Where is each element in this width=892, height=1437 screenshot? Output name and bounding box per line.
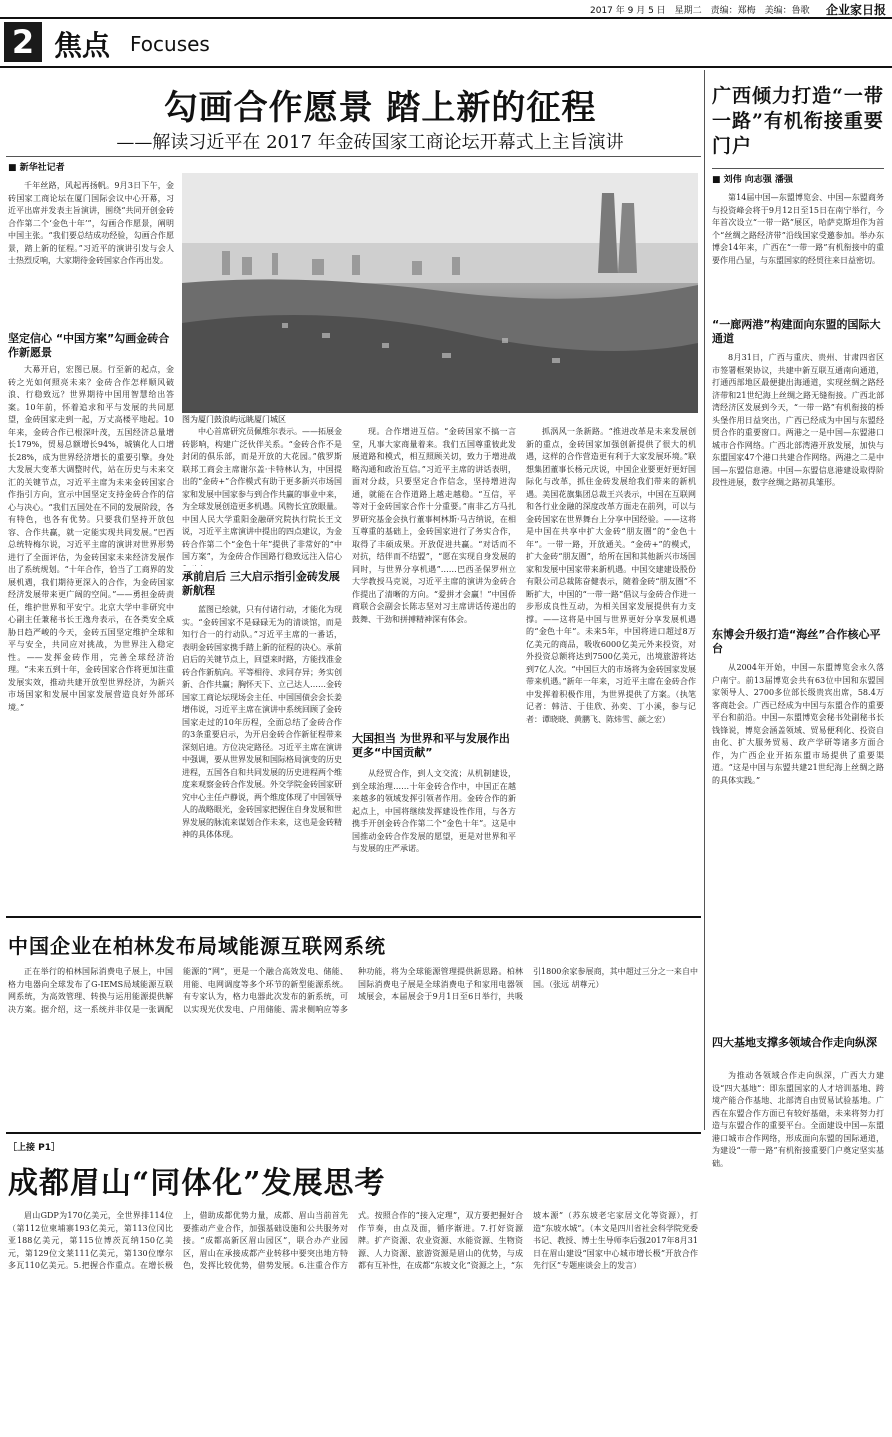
main-byline: ■ 新华社记者 xyxy=(8,163,65,173)
sidebar-byline: ■ 刘伟 向志强 潘强 xyxy=(712,175,793,185)
sidebar-subhead-1: “一廊两港”构建面向东盟的国际大通道 xyxy=(712,318,881,345)
header-rule xyxy=(0,17,892,19)
sidebar-divider xyxy=(704,70,705,1130)
col4-body-text: 抓涡风一条新路。“推进改革是未来发展创新的重点，金砖国家加强创新提供了很大的机遇，这样的合作营造更有利于大家发展环境。”联想集团董事长杨元庆说，中国企业要更好更好国际化与改革，抓住金砖发展给我们带来的新机遇。美国花旗集团总裁王兴表示，中国在互联网和各行业金融的深度改革方面走在前列，可以与金砖国家在世界舞台上分享中国经验。——这将是中国在共享中扩大金砖“朋友圈”的“金色十年”。一带一路，开放通关。“金砖+”的模式，扩大金砖“朋友圈”，给所在国和其他新兴市场国家和发展中国家带来新机遇。中国交建建设股份有限公司总裁陈奋健表示，随着金砖“朋友圈”不断扩大，中国的“一带一路”倡议与金砖合作进一步形成良性互动，为相关国家发展提供有力支撑。——这将是中国与世界更好分享发展机遇的“金色十年”。未来5年，中国将进口超过8万亿美元的商品，吸收6000亿美元外来投资，对外投资总额将达到7500亿美元，出境旅游将达到7亿人次。“中国巨大的市场将为金砖国家发展带来机遇。”新年一年来，习近平主席在金砖合作中发挥着积极作用，为世界提供了方案。（执笔记者：韩洁、于佳欣、孙奕、丁小溪，参与记者：谭晓晓、黄鹏飞、陈炜雪、颜之宏） xyxy=(526,427,696,724)
continued-tag: ［上接 P1］ xyxy=(8,1143,60,1153)
skyline-illustration xyxy=(182,173,698,413)
date-editor-line: 2017 年 9 月 5 日 星期二 责编：郑梅 美编：鲁歌 xyxy=(590,6,810,16)
middle-top-rule xyxy=(6,916,701,918)
sidebar-intro xyxy=(712,192,884,310)
col2-body-text: 中心首席研究员佩维尔表示。——拓展金砖影响，构建广泛伙伴关系。“金砖合作不是封闭的俱乐部，而是开放的大花园。”俄罗斯联邦工商会主席谢尔盖·卡特林认为，中国提出的“金砖+”合作模式有助于更多新兴市场国家和发展中国家参与到合作共赢的事业中来，为全球发展创造更多机遇。风物长宜放眼量。中国人民大学重阳金融研究院执行院长王文说，习近平主席演讲中提出的四点建议，为金砖合作第二个“金色十年”提供了非常好的“中国方案”，为金砖合作国路行稳致远注入信心 xyxy=(182,427,342,561)
section-title-en: Focuses xyxy=(130,32,210,56)
headline-rule xyxy=(6,156,701,157)
sidebar-headline: 广西倾力打造“一带一路”有机衔接重要门户 xyxy=(712,85,884,157)
newspaper-brand: 企业家日报 xyxy=(825,3,886,17)
middle-headline: 中国企业在柏林发布局域能源互联网系统 xyxy=(8,934,386,958)
bottom-headline: 成都眉山“同体化”发展思考 xyxy=(8,1166,386,1201)
section-title: 焦点 xyxy=(54,29,111,62)
col3-body xyxy=(352,426,516,726)
sidebar-body-1 xyxy=(712,352,884,622)
bottom-body xyxy=(8,1210,698,1432)
page-number: 2 xyxy=(4,22,42,62)
col2-subhead: 承前启后 三大启示指引金砖发展新航程 xyxy=(182,570,340,597)
col4-body xyxy=(526,426,696,909)
sidebar-subhead-3: 四大基地支撑多领域合作走向纵深 xyxy=(712,1036,877,1049)
main-headline: 勾画合作愿景 踏上新的征程 xyxy=(163,88,597,128)
col1-body xyxy=(8,364,174,909)
col3-subhead: 大国担当 为世界和平与发展作出更多“中国贡献” xyxy=(352,732,510,759)
col1-intro xyxy=(8,180,174,328)
sidebar-body-1-text: 8月31日，广西与重庆、贵州、甘肃四省区市签署框架协议，共建中新互联互通南向通道，打通西部地区最便捷出海通道，实现丝绸之路经济带和21世纪海上丝绸之路无缝衔接。广西北部湾经济区发展到今天，“一带一路”有机衔接的桥头堡作用日益突出，广西已经成为中国与东盟经贸合作的重要窗口。两港之一是中国—东盟港口城市合作网络。广西北部湾港开放发展，加快与东盟国家47个港口共建合作网络。两港之二是中国—东盟信息港。中国—东盟信息港建设取得阶段性进展，数字丝绸之路初具雏形。 xyxy=(712,353,884,487)
photo-caption: 图为厦门鼓浪屿远眺厦门城区 xyxy=(182,415,286,424)
sidebar-rule xyxy=(712,168,884,169)
sidebar-body-3 xyxy=(712,1070,884,1430)
col2-body2 xyxy=(182,604,342,909)
main-subtitle: ——解读习近平在 2017 年金砖国家工商论坛开幕式上主旨演讲 xyxy=(116,132,624,153)
sidebar-body-3-text: 为推动各领域合作走向纵深，广西大力建设“四大基地”：即东盟国家的人才培训基地、跨境产能合作基地、北部湾自由贸易试验基地。广西在东盟合作方面已有较好基础，未来将努力打造与东盟合作的重要平台。全面建设中国—东盟港口城市合作网络，形成面向东盟的国际通道，为建设“一带一路”有机衔接重要门户奠定坚实基础。 xyxy=(712,1071,884,1168)
col3-body2-text: 从经贸合作，到人文交流；从机制建设，到全球治理……十年金砖合作中，中国正在越来越多的领域发挥引领者作用。金砖合作的新起点上，中国将继续发挥建设性作用，与各方携手开创金砖合作第二个“金色十年”。这是中国推动金砖合作发展的愿望，更是对世界和平与发展的庄严承诺。 xyxy=(352,769,516,853)
col3-body2 xyxy=(352,768,516,909)
middle-body xyxy=(8,966,698,1126)
bottom-top-rule xyxy=(6,1132,701,1134)
sidebar-body-2 xyxy=(712,662,884,1032)
sidebar-intro-text: 第14届中国—东盟博览会、中国—东盟商务与投资峰会将于9月12日至15日在南宁举行，今年首次设立“一带一路”展区，哈萨克斯坦作为首个“丝绸之路经济带”沿线国家受邀参加。举办东博会14年来，广西在“一带一路”有机衔接中的重要作用凸显，与东盟国家的经贸往来日益密切。 xyxy=(712,193,884,265)
section-rule xyxy=(0,66,892,68)
col1-intro-text: 千年丝路，风起再扬帆。9月3日下午，金砖国家工商论坛在厦门国际会议中心开幕，习近平出席并发表主旨演讲，围绕“共同开创金砖合作第二个‘金色十年’”，勾画合作愿景，阐明中国主张。“我们要总结成功经验，勾画合作愿景，踏上新的征程。”习近平的演讲引发与会人士热烈反响，大家期待金砖国家合作再出发。 xyxy=(8,181,174,265)
col2-body2-text: 蓝图已绘就，只有付诸行动，才能化为现实。“金砖国家不是碌碌无为的清谈馆，而是知行合一的行动队。”习近平主席的一番话，表明金砖国家携手踏上新的征程的决心。承前启后的关键节点上，回望来时路，方能找准金砖合作新航向。平等相待、求同存异；务实创新、合作共赢；胸怀天下、立己达人……金砖国家工商论坛现场会主任、中国国债会会长姜增伟说，习近平主席在演讲中系统回顾了金砖国家走过的10年历程，全面总结了金砖合作的3条重要启示，为开启金砖合作新征程带来深刻启迪。方位决定路径。习近平主席在演讲中强调，要从世界发展和国际格局演变的历史进程，五国各自和共同发展的历史进程两个维度来观察金砖合作发展。外交学院金砖国家研究中心主任卢静说，两个维度体现了中国领导人的战略眼光，金砖国家把握住自身发展和世界发展的脉流来谋划合作未来，这也是金砖精神的具体体现。 xyxy=(182,605,342,839)
col2-body xyxy=(182,426,342,566)
col1-body-text: 大幕开启，宏图已展。行至新的起点，金砖之光如何照亮未来？金砖合作怎样顺风破浪、行稳致远？世界期待中国用智慧给出答案。10年前，怀着追求和平与发展的共同愿望，金砖国家走到一起，万丈高楼平地起。10年来，金砖合作已根深叶茂，五国经济总量增长179%，贸易总额增长94%，城镇化人口增长28%，成为世界经济增长的重要引擎。身处大发展大变革大调整时代，站在历史与未来交汇的关键节点，习近平主席为未来金砖国家合作指引方向，宣示中国坚定支持金砖合作的信心与决心。“我们五国处在不同的发展阶段，各有特色，也各有优势。只要我们坚持开放包容、合作共赢，就一定能实现共同发展。”巴西总统特梅尔说，习近平主席的演讲对世界形势进行了全面评估，为金砖国家未来经济发展作出了系统规划。“十年合作，恰当了工商界的发展机遇，我们期待更深入的合作，为金砖国家经济发展带来更广阔的空间。”——勇担金砖责任，维护世界和平安宁。北京大学中非研究中心副主任兼秘书长王逸舟表示，在各类安全威胁日趋严峻的今天，金砖五国坚定维护全球和平与安全，共同应对挑战，为世界注入稳定性。——发挥金砖作用，完善全球经济治理。“未来五到十年，金砖国家合作将更加注重发展实效，推动共建开放型世界经济，为新兴市场国家和发展中国家发展营造良好外部环境。” xyxy=(8,365,174,712)
sidebar-body-2-text: 从2004年开始，中国—东盟博览会永久落户南宁。前13届博览会共有63位中国和东盟国家领导人、2700多位部长级贵宾出席，58.4万客商赴会。广西已经成为中国与东盟合作的重要平台和前沿。中国—东盟博览会秘书处副秘书长钱锋说，博览会涵盖领域、贸易便利化、投资自由化、扩大服务贸易、政产学研等诸多方面合作，为广西企业开拓东盟市场提供了重要渠道。“这是中国与东盟共建21世纪海上丝绸之路的具体实践。” xyxy=(712,663,884,785)
middle-body-text: 正在举行的柏林国际消费电子展上，中国格力电器向全球发布了G-IEMS局域能源互联网系统，为高效管理、转换与运用能源提供解决方案。据介绍，这一系统并非仅是一张调配能源的“网”，更是一个融合高效发电、储能、用能、电网调度等多个环节的新型能源系统。有专家认为，格力电器此次发布的新系统，可以实现光伏发电、户用储能、需求侧响应等多种功能，将为全球能源管理提供新思路。柏林国际消费电子展是全球消费电子和家用电器领域展会，本届展会于9月1日至6日举行，共吸引1800余家参展商，其中超过三分之一来自中国。（张远 胡尊元） xyxy=(8,967,698,1014)
col1-subhead: 坚定信心 “中国方案”勾画金砖合作新愿景 xyxy=(8,332,170,359)
xiamen-photo xyxy=(182,173,698,413)
sidebar-subhead-2: 东博会升级打造“海丝”合作核心平台 xyxy=(712,628,881,655)
bottom-body-text: 眉山GDP为170亿美元，全世界排114位（第112位柬埔寨193亿美元，第113位冈比亚188亿美元，第115位博茨瓦纳150亿美元，第129位文莱111亿美元，第130位摩尔多瓦110亿美元。5.把握合作重点。在增长极上，借助成都优势力量，成都、眉山当前首先要推动产业合作，加强基础设施和公共服务对接。“成都高新区眉山园区”，联合办产业园区，眉山在承接成都产业转移中要突出地方特色，发挥比较优势，借势发展。6.注重合作方式。按照合作的“接入定理”，双方要把握好合作节奏，由点及面，循序渐进。7.打好资源牌。扩产资源、农业资源、水能资源、生物资源、人力资源、旅游资源是眉山的优势，与成都有互补性，在成都“东坡文化”资源之上，“东坡本源”（苏东坡老宅家居文化等资源），打造“东坡水城”。（本文是四川省社会科学院党委书记、教授、博士生导师李后强2017年8月31日在眉山建设“国家中心城市增长极”开放合作先行区”专题座谈会上的发言） xyxy=(8,1211,698,1270)
col3-body-text: 现。合作增进互信。“金砖国家不搞一言堂，凡事大家商量着来。我们五国尊重彼此发展道路和模式，相互照顾关切，致力于增进战略沟通和政治互信。”习近平主席的讲话表明，面对分歧，只要坚定合作信念，坚持增进沟通，就能在合作道路上越走越稳。“互信，平等对于金砖国家合作十分重要。”南非乙方马扎罗研究基金会执行董事柯林斯·马吉纳说，在相互尊重的基础上，金砖国家进行了务实合作，取得了丰硕成果。开放促进共赢。“对话而不对抗，结伴而不结盟”，“愿在实现自身发展的同时，与世界分享机遇”……巴西圣保罗州立大学教授马克说，习近平主席的演讲为金砖合作提出了清晰的方向。“爱拼才会赢！”中国侨商联合会副会长陈志坚对习主席讲话传递出的鼓舞、干劲和拼搏精神深有体会。 xyxy=(352,427,516,624)
